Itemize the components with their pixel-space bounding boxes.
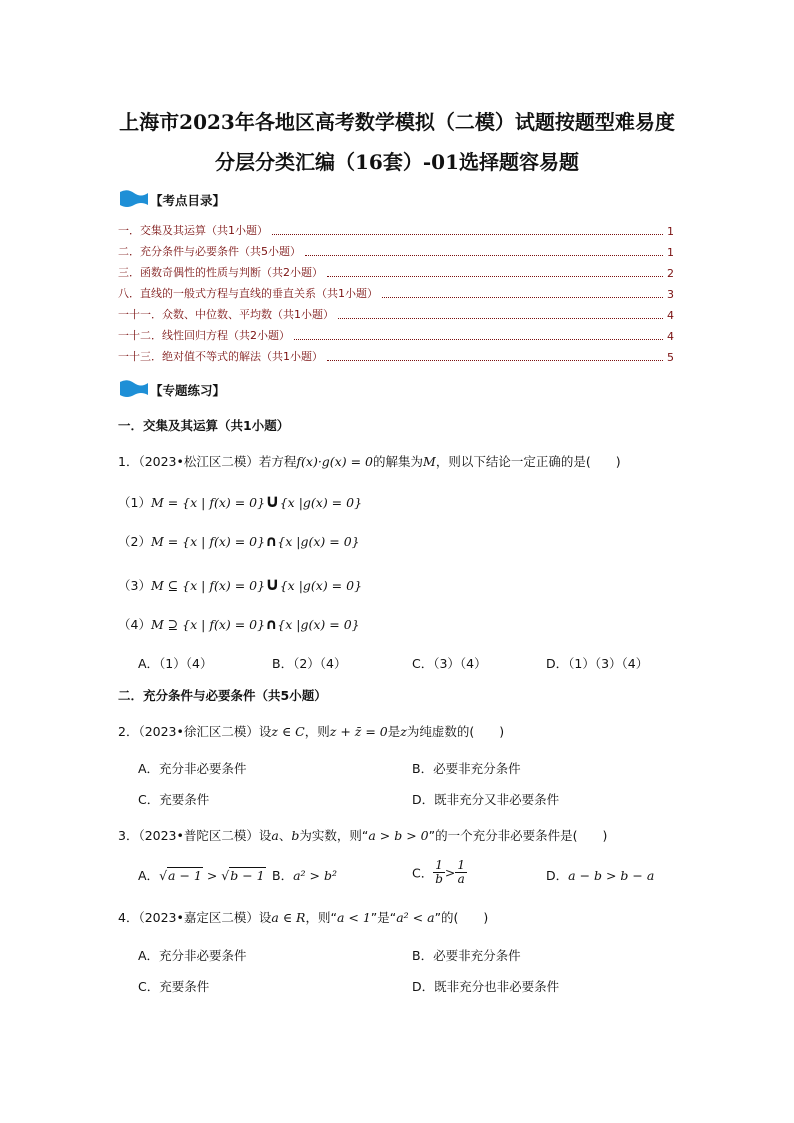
- question-text: 2．（2023•徐汇区二模）设: [118, 724, 272, 739]
- option-label: C．: [412, 865, 434, 881]
- toc-item[interactable]: [118, 220, 674, 238]
- question-text: ”的( ): [434, 910, 489, 925]
- toc-item-label: 二．充分条件与必要条件（共5小题）: [118, 245, 301, 258]
- math-expression: M: [423, 454, 436, 469]
- toc-item-label: 一十一．众数、中位数、平均数（共1小题）: [118, 308, 334, 321]
- statement-item: [118, 491, 362, 512]
- union-symbol: ∪: [265, 574, 280, 595]
- document-title-line2: 分层分类汇编（16套）-01选择题容易题: [215, 150, 579, 174]
- intersection-symbol: ∩: [265, 532, 278, 550]
- toc-item-page: 4: [667, 330, 674, 343]
- statement-number: （3）: [118, 578, 151, 593]
- option-d[interactable]: [546, 866, 654, 884]
- option-c[interactable]: C．（3）（4）: [412, 656, 487, 671]
- math-expression: a² > b²: [293, 868, 337, 883]
- option-d[interactable]: D．（1）（3）（4）: [546, 656, 649, 671]
- toc-item[interactable]: [118, 304, 674, 322]
- math-expression: a ∈ R: [271, 910, 306, 925]
- statement-number: （1）: [118, 495, 151, 510]
- toc-item-page: 4: [667, 309, 674, 322]
- math-expression: >: [202, 868, 222, 883]
- toc-item-label: 一十二．线性回归方程（共2小题）: [118, 329, 290, 342]
- toc-item[interactable]: [118, 241, 674, 259]
- union-symbol: ∪: [265, 491, 280, 512]
- question-text: 为实数，则“: [299, 828, 369, 843]
- toc-item-page: 1: [667, 246, 674, 259]
- math-expression: a − b > b − a: [568, 868, 655, 883]
- math-expression: {x |g(x) = 0}: [277, 534, 360, 549]
- toc-leader-dots: [382, 297, 663, 298]
- math-expression: M ⊆ {x | f(x) = 0}: [150, 578, 266, 593]
- math-expression: M ⊇ {x | f(x) = 0}: [150, 617, 266, 632]
- practice-heading: [118, 378, 318, 402]
- math-expression: >: [444, 865, 456, 880]
- question-text: 的解集为: [372, 454, 423, 469]
- question-3-stem: [118, 826, 607, 844]
- statement-number: （2）: [118, 534, 151, 549]
- intersection-symbol: ∩: [265, 615, 278, 633]
- statement-item: [118, 615, 360, 633]
- option-a[interactable]: A．√a − 1 > √b − 1: [138, 868, 265, 883]
- toc-item-label: 三．函数奇偶性的性质与判断（共2小题）: [118, 266, 323, 279]
- question-text: 3．（2023•普陀区二模）设: [118, 828, 272, 843]
- math-expression: {x |g(x) = 0}: [279, 578, 363, 593]
- math-expression: z: [400, 724, 407, 739]
- toc-item-page: 1: [667, 225, 674, 238]
- question-text: 1．（2023•松江区二模）若方程: [118, 454, 297, 469]
- question-2-stem: [118, 722, 504, 740]
- question-1-stem: [118, 452, 621, 470]
- question-text: 为纯虚数的( ): [406, 724, 505, 739]
- math-expression: a > b > 0: [368, 828, 429, 843]
- document-title-line1: 上海市2023年各地区高考数学模拟（二模）试题按题型难易度: [119, 110, 675, 134]
- toc-item-label: 八．直线的一般式方程与直线的垂直关系（共1小题）: [118, 287, 378, 300]
- question-text: ”是“: [370, 910, 397, 925]
- fraction-denominator: b: [435, 872, 443, 886]
- toc-item-label: 一十三．绝对值不等式的解法（共1小题）: [118, 350, 323, 363]
- option-label: B．: [272, 868, 294, 883]
- option-b[interactable]: B．（2）（4）: [272, 656, 347, 671]
- math-expression: M = {x | f(x) = 0}: [150, 495, 266, 510]
- blue-flag-icon: [118, 378, 150, 400]
- option-d[interactable]: D．既非充分又非必要条件: [412, 792, 560, 807]
- math-expression: a < 1: [336, 910, 371, 925]
- math-expression: M = {x | f(x) = 0}: [150, 534, 266, 549]
- sqrt-radicand: a − 1: [168, 868, 202, 883]
- toc-item[interactable]: [118, 283, 674, 301]
- fraction: [433, 859, 445, 886]
- fraction: [455, 859, 467, 886]
- option-b[interactable]: B．必要非充分条件: [412, 948, 521, 963]
- math-expression: z + z̄ = 0: [329, 724, 388, 739]
- question-4-stem: [118, 908, 488, 926]
- math-expression: {x |g(x) = 0}: [277, 617, 360, 632]
- section-heading: 一．交集及其运算（共1小题）: [118, 418, 290, 433]
- toc-item[interactable]: [118, 325, 674, 343]
- option-a[interactable]: A．充分非必要条件: [138, 761, 247, 776]
- option-c[interactable]: [412, 859, 467, 886]
- toc-leader-dots: [305, 255, 663, 256]
- statement-item: [118, 574, 362, 595]
- statement-item: [118, 532, 360, 550]
- practice-heading-label: 【专题练习】: [150, 383, 226, 398]
- question-text: ”的一个充分非必要条件是( ): [428, 828, 608, 843]
- option-c[interactable]: C．充要条件: [138, 792, 210, 807]
- math-expression: a: [271, 828, 279, 843]
- fraction-numerator: 1: [433, 859, 445, 873]
- math-expression: {x |g(x) = 0}: [279, 495, 363, 510]
- question-text: 、: [278, 828, 292, 843]
- statement-number: （4）: [118, 617, 151, 632]
- option-label: D．: [546, 868, 569, 883]
- fraction-denominator: a: [457, 872, 465, 886]
- option-a[interactable]: A．充分非必要条件: [138, 948, 247, 963]
- option-c[interactable]: C．充要条件: [138, 979, 210, 994]
- question-text: ，则以下结论一定正确的是( ): [435, 454, 621, 469]
- sqrt-radicand: b − 1: [230, 868, 265, 883]
- option-b[interactable]: B．必要非充分条件: [412, 761, 521, 776]
- toc-item-page: 3: [667, 288, 674, 301]
- question-text: 是: [387, 724, 401, 739]
- toc-item-label: 一．交集及其运算（共1小题）: [118, 224, 268, 237]
- toc-item[interactable]: [118, 346, 674, 364]
- toc-leader-dots: [327, 276, 663, 277]
- option-label: A．: [138, 868, 160, 883]
- toc-item[interactable]: [118, 262, 674, 280]
- math-expression: a² < a: [396, 910, 435, 925]
- math-expression: z ∈ C: [271, 724, 305, 739]
- toc-heading: [118, 188, 318, 212]
- toc-leader-dots: [294, 339, 663, 340]
- toc-heading-label: 【考点目录】: [150, 193, 226, 208]
- option-d[interactable]: D．既非充分也非必要条件: [412, 979, 560, 994]
- math-expression: b: [291, 828, 300, 843]
- question-text: ，则: [304, 724, 330, 739]
- blue-flag-icon: [118, 188, 150, 210]
- toc-item-page: 5: [667, 351, 674, 364]
- toc-leader-dots: [272, 234, 663, 235]
- toc-item-page: 2: [667, 267, 674, 280]
- option-b[interactable]: [272, 866, 337, 884]
- toc-leader-dots: [327, 360, 663, 361]
- option-a[interactable]: A．（1）（4）: [138, 656, 213, 671]
- question-text: 4．（2023•嘉定区二模）设: [118, 910, 272, 925]
- fraction-numerator: 1: [457, 858, 466, 872]
- section-heading: 二．充分条件与必要条件（共5小题）: [118, 688, 327, 703]
- toc-leader-dots: [338, 318, 663, 319]
- question-text: ，则“: [305, 910, 337, 925]
- math-expression: f(x)·g(x) = 0: [296, 454, 373, 469]
